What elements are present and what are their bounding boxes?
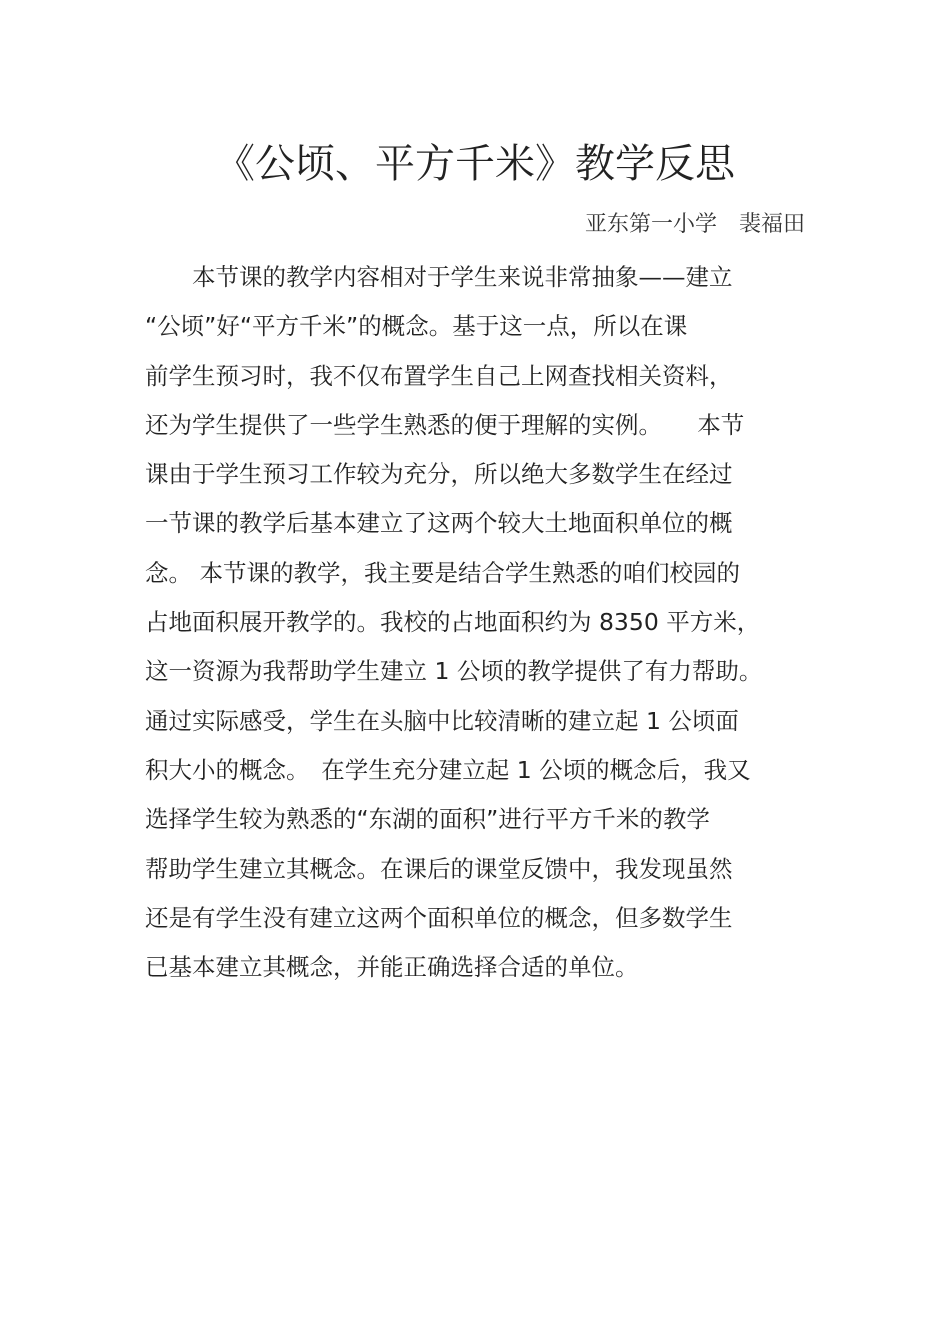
text-line: 前学生预习时，我不仅布置学生自己上网查找相关资料， (145, 361, 733, 390)
text-line: 一节课的教学后基本建立了这两个较大土地面积单位的概 (145, 509, 733, 538)
text-line: 占地面积展开教学的。我校的占地面积约为 8350 平方米， (145, 608, 761, 637)
author-line: 亚东第一小学 裴福田 (584, 212, 805, 237)
text-line: 这一资源为我帮助学生建立 1 公顷的教学提供了有力帮助。 (145, 657, 763, 686)
text-line: 还为学生提供了一些学生熟悉的便于理解的实例。 本节 (145, 410, 745, 439)
text-line: 通过实际感受，学生在头脑中比较清晰的建立起 1 公顷面 (145, 706, 739, 735)
body-paragraph (145, 253, 825, 992)
text-line: 已基本建立其概念，并能正确选择合适的单位。 (145, 953, 639, 982)
text-line: 念。 本节课的教学，我主要是结合学生熟悉的咱们校园的 (145, 558, 740, 587)
document-title: 《公顷、平方千米》教学反思 (215, 141, 735, 187)
text-line: 帮助学生建立其概念。在课后的课堂反馈中，我发现虽然 (145, 854, 733, 883)
text-line: 积大小的概念。 在学生充分建立起 1 公顷的概念后，我又 (145, 755, 751, 784)
text-line: 选择学生较为熟悉的“东湖的面积”进行平方千米的教学 (145, 805, 710, 834)
text-line: “公顷”好“平方千米”的概念。基于这一点，所以在课 (145, 312, 688, 341)
text-line: 课由于学生预习工作较为充分，所以绝大多数学生在经过 (145, 460, 733, 489)
text-line: 本节课的教学内容相对于学生来说非常抽象——建立 (145, 263, 733, 291)
text-line: 还是有学生没有建立这两个面积单位的概念，但多数学生 (145, 903, 733, 932)
